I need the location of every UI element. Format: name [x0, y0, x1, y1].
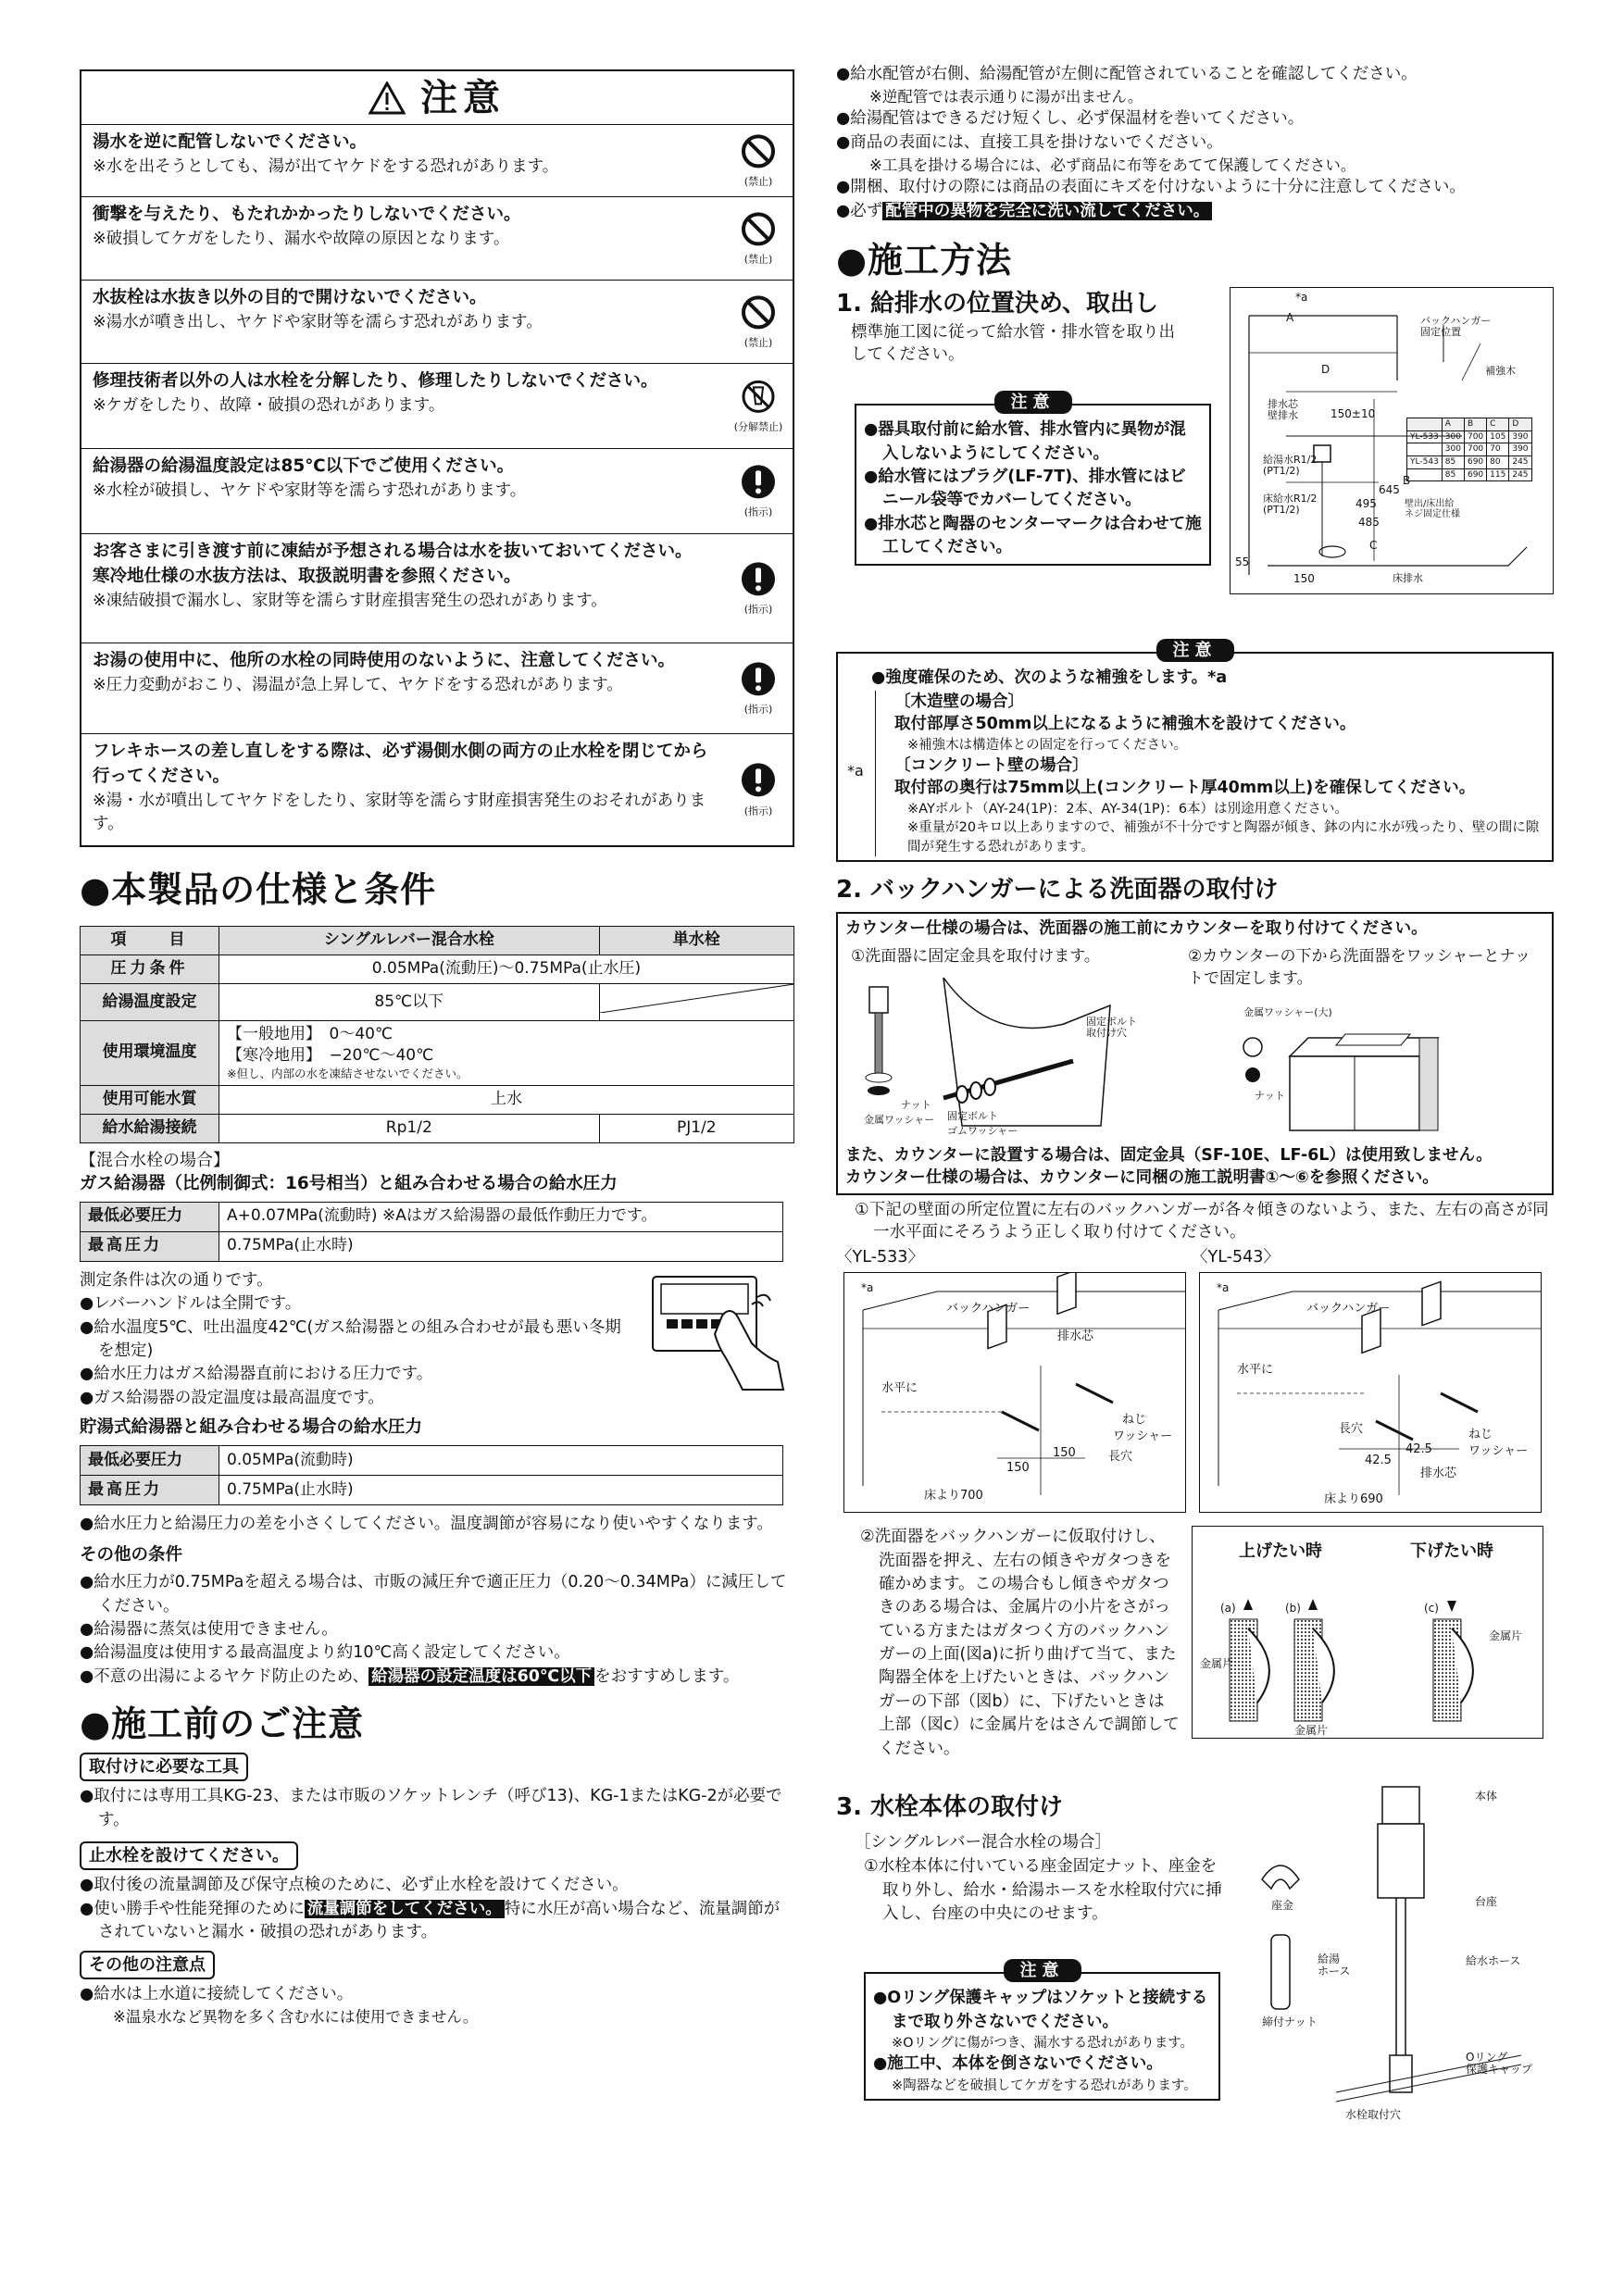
warning-row: 水抜栓は水抜き以外の目的で開けないでください。 ※湯水が噴き出し、ヤケドや家財等を濡らす恐れがあります。 (禁止)	[81, 281, 793, 364]
step1-area: 1. 給排水の位置決め、取出し 標準施工図に従って給水管・排水管を取り出してください。 注意 ●器具取付前に給水管、排水管内に異物が混入しないようにしてください。 ●給水管にはプラグ(LF-7T)、排水管にはビニール袋等でカバーしてください。 ●排水芯と陶器のセンターマークは合わせて施工してください。 *a バックハンガー 固定位置 補強木 排水芯 壁排水 150±10 給湯水R1/2 (PT1/2) 床給水R1/2 (PT1/2) A B C D 645 495 485 55 150 床排水 壁出/床出給 ネジ固定仕様 A B C D YL-533 300 700 105 390 300 700 70 390 YL-543 85 690 80 245 85 690 115 245	[836, 287, 1554, 639]
stop-tag: 止水栓を設けてください。	[80, 1841, 298, 1870]
warning-row: フレキホースの差し直しをする際は、必ず湯側水側の両方の止水栓を閉じてから行ってください。 ※湯・水が噴出してヤケドをしたり、家財等を濡らす財産損害発生のおそれがあります。 (指示)	[81, 734, 793, 845]
spec-label-pressure: 圧力条件	[81, 955, 219, 984]
yl533-figure: *a バックハンガー 排水芯 水平に ねじ ワッシャー 長穴 150 150 床より700	[843, 1272, 1186, 1513]
spec-label-conn: 給水給湯接続	[81, 1114, 219, 1142]
other-tag: その他の注意点	[80, 1951, 215, 1979]
diff-note: ●給水圧力と給湯圧力の差を小さくしてください。温度調節が容易になり使いやすくなります。	[80, 1514, 773, 1533]
warning-row: 衝撃を与えたり、もたれかかったりしないでください。 ※破損してケガをしたり、漏水や故障の原因となります。 (禁止)	[81, 197, 793, 281]
spec-value-pressure: 0.05MPa(流動圧)〜0.75MPa(止水圧)	[219, 955, 794, 984]
spec-header-single: シングルレバー混合水栓	[219, 927, 600, 955]
spec-table	[80, 926, 794, 1143]
spec-value-conn-plain: PJ1/2	[599, 1114, 793, 1142]
reinforcement-caution: 注意 *a ●強度確保のため、次のような補強をします。*a 〔木造壁の場合〕 取付部厚さ50mm以上になるように補強木を設けてください。 ※補強木は構造体との固定を行ってください。 〔コンクリート壁の場合〕 取付部の奥行は75mm以上(コンクリート厚40mm以上)を確保してください。 ※AYボルト（AY-24(1P)：2本、AY-34(1P)：6本）は別途用意ください。 ※重量が20キロ以上ありますので、補強が不十分ですと陶器が傾き、鉢の内に水が残ったり、壁の間に隙間が発生する恐れがあります。	[836, 652, 1554, 862]
step1-caution: 注意 ●器具取付前に給水管、排水管内に異物が混入しないようにしてください。 ●給水管にはプラグ(LF-7T)、排水管にはビニール袋等でカバーしてください。 ●排水芯と陶器のセンターマークは合わせて施工してください。	[855, 404, 1211, 565]
gas-title: ガス給湯器（比例制御式：16号相当）と組み合わせる場合の給水圧力	[80, 1173, 618, 1193]
spec-empty-cell	[599, 984, 793, 1021]
spec-header-plain: 単水栓	[599, 927, 793, 955]
spec-value-temp: 85℃以下	[219, 984, 600, 1021]
step2-title: 2. バックハンガーによる洗面器の取付け	[836, 875, 1279, 904]
warning-row: 湯水を逆に配管しないでください。 ※水を出そうとしても、湯が出てヤケドをする恐れがあります。 (禁止)	[81, 125, 793, 197]
install-diagram: *a バックハンガー 固定位置 補強木 排水芯 壁排水 150±10 給湯水R1/2 (PT1/2) 床給水R1/2 (PT1/2) A B C D 645 495 485 55 150 床排水 壁出/床出給 ネジ固定仕様 A B C D YL-533 300 700 105 390 300 700 70 390 YL-543 85 690 80 245 85 690 115 245	[1230, 287, 1554, 594]
warning-triangle-icon	[369, 81, 406, 115]
other-title: その他の条件	[80, 1545, 183, 1566]
pre-heading: ●施工前のご注意	[80, 1703, 365, 1745]
tools-tag: 取付けに必要な工具	[80, 1753, 248, 1781]
gas-pressure-table: 最低必要圧力 A+0.07MPa(流動時) ※Aはガス給湯器の最低作動圧力です。 最高圧力 0.75MPa(止水時)	[80, 1202, 783, 1262]
warning-row: 給湯器の給湯温度設定は85℃以下でご使用ください。 ※水栓が破損し、ヤケドや家財等を濡らす恐れがあります。 (指示)	[81, 449, 793, 534]
counter-box: カウンター仕様の場合は、洗面器の施工前にカウンターを取り付けてください。 ①洗面器に固定金具を取付けます。 ②カウンターの下から洗面器をワッシャーとナットで固定します。 固定ボルト 取付け穴 ナット 金属ワッシャー 固定ボルト ゴムワッシャー 金属ワッシャー(大) ナット また、カウンターに設置する場合は、固定金具（SF-10E、LF-6L）は使用致しません。 カウンター仕様の場合は、カウンターに同梱の施工説明書①〜⑥を参照ください。	[836, 912, 1554, 1195]
adjust-figure: 上げたい時 下げたい時 (a) (b) (c) 金属片 金属片 金属片	[1192, 1526, 1543, 1739]
warning-row: お湯の使用中に、他所の水栓の同時使用のないように、注意してください。 ※圧力変動がおこり、湯温が急上昇して、ヤケドをする恐れがあります。 (指示)	[81, 643, 793, 734]
spec-header-item: 項 目	[81, 927, 219, 955]
prohibition-icon: (禁止)	[731, 210, 785, 267]
method-heading: ●施工方法	[836, 240, 1013, 281]
warning-title: 注意	[81, 71, 793, 125]
left-column: 注意 湯水を逆に配管しないでください。 ※水を出そうとしても、湯が出てヤケドをする恐れがあります。 (禁止) 衝撃を与えたり、もたれかかったりしないでください。 ※破損してケガをしたり、漏水や故障の原因となります。 (禁止) 水抜栓は水抜き以外の目的で開けないでください。 ※湯水が噴き出し、ヤケドや家財等を濡らす恐れがあります。 (禁止) 修理技術者以外の人は水栓を分解したり、修理したりしないでください。 ※ケガをしたり、故障・破損の恐れがあります。 (分解禁止) 給湯器の給湯温度設定は85℃以下でご使用ください。 ※水栓が破損し、ヤケドや家財等を濡らす恐れがあります。 (指示) お客さまに引き渡す前に凍結が予想される場合は水を抜いておいてください。 寒冷地仕様の水抜方法は、取扱説明書を参照ください。 ※凍結破損で漏水し、家財等を濡らす財産損害発生の恐れがあります。 (指示) お湯の使用中に、他所の水栓の同時使用のないように、注意してください。 ※圧力変動がおこり、湯温が急上昇して、ヤケドをする恐れがあります。 (指示) フレキホースの差し直しをする際は、必ず湯側水側の両方の止水栓を閉じてから行ってください。 ※湯・水が噴出してヤケドをしたり、家財等を濡らす財産損害発生のおそれがあります。 (指示) ●本製品の仕様と条件 項 目 シングルレバー混合水栓 単水栓 圧力条件 0.05MPa(流動圧)〜0.75MPa(止水圧) 給湯温度設定 85℃以下 使用環境温度 【一般地用】 0〜40℃ 【寒冷地用】 −20℃〜40℃ ※但し、内部の水を凍結させないでください。 使用可能水質 上水 給水給湯接続 Rp1/2 PJ1/2 【混合水栓の場合】 ガス給湯器（比例制御式：16号相当）と組み合わせる場合の給水圧力 最低必要圧力 A+0.07MPa(流動時) ※Aはガス給湯器の最低作動圧力です。 最高圧力 0.75MPa(止水時) 測定条件は次の通りです。 ●レバーハンドルは全開です。 ●給水温度5℃、吐出温度42℃(ガス給湯器との組み合わせが最も悪い冬期を想定) ●給水圧力はガス給湯器直前における圧力です。 ●ガス給湯器の設定温度は最高温度です。 貯湯式給湯器と組み合わせる場合の給水圧力 最低必要圧力 0.05MPa(流動時) 最高圧力 0.75MPa(止水時) ●給水圧力と給湯圧力の差を小さくしてください。温度調節が容易になり使いやすくなります。 その他の条件 ●給水圧力が0.75MPaを超える場合は、市販の減圧弁で適正圧力（0.20〜0.34MPa）に減圧してください。 ●給湯器に蒸気は使用できません。 ●給湯温度は使用する最高温度より約10℃高く設定してください。 ●不意の出湯によるヤケド防止のため、 給湯器の設定温度は60℃以下 をおすすめします。 ●施工前のご注意 取付けに必要な工具 ●取付には専用工具KG-23、または市販のソケットレンチ（呼び13)、KG-1またはKG-2が必要です。 止水栓を設けてください。 ●取付後の流量調節及び保守点検のために、必ず止水栓を設けてください。 ●使い勝手や性能発揮のために 流量調節をしてください。 特に水圧が高い場合など、流量調節がされていないと漏水・破損の恐れがあります。 その他の注意点 ●給水は上水道に接続してください。 ※温泉水など異物を多く含む水には使用できません。	[80, 69, 794, 2028]
step1-title: 1. 給排水の位置決め、取出し	[836, 290, 1158, 318]
spec-label-water: 使用可能水質	[81, 1085, 219, 1114]
warning-box	[80, 69, 794, 847]
counter-mount-figure	[1234, 1010, 1456, 1140]
instruction-icon: (指示)	[731, 761, 785, 817]
instruction-icon: (指示)	[731, 660, 785, 717]
spec-label-env: 使用環境温度	[81, 1020, 219, 1085]
dimension-table: A B C D YL-533 300 700 105 390 300 700 70 390 YL-543 85 690 80 245 85 690 115 245	[1406, 418, 1532, 481]
instruction-icon: (指示)	[731, 463, 785, 519]
step3-area: 3. 水栓本体の取付け ［シングルレバー混合水栓の場合］ ①水栓本体に付いている座金固定ナット、座金を取り外し、給水・給湯ホースを水栓取付穴に挿入し、台座の中央にのせます。 注意 ●Oリング保護キャップはソケットと接続するまで取り外さないでください。 ※Oリングに傷がつき、漏水する恐れがあります。 ●施工中、本体を倒さないでください。 ※陶器などを破損してケガをする恐れがあります。 本体 座金 台座 給湯 ホース 給水ホース 締付ナット Oリング 保護キャップ 水栓取付穴	[836, 1796, 1554, 2139]
warning-row: 修理技術者以外の人は水栓を分解したり、修理したりしないでください。 ※ケガをしたり、故障・破損の恐れがあります。 (分解禁止)	[81, 364, 793, 449]
prohibition-icon: (禁止)	[731, 293, 785, 350]
instruction-icon: (指示)	[731, 560, 785, 617]
hanger-figures	[836, 1268, 1554, 1518]
step2-note1: ①下記の壁面の所定位置に左右のバックハンガーが各々傾きのないよう、また、左右の高さが同一水平面にそろうよう正しく取り付けてください。	[855, 1200, 1549, 1242]
prohibition-icon: (禁止)	[731, 132, 785, 189]
spec-heading: ●本製品の仕様と条件	[80, 869, 437, 910]
step3-caution: 注意 ●Oリング保護キャップはソケットと接続するまで取り外さないでください。 ※Oリングに傷がつき、漏水する恐れがあります。 ●施工中、本体を倒さないでください。 ※陶器などを破損してケガをする恐れがあります。	[864, 1972, 1220, 2101]
spec-value-water: 上水	[219, 1085, 794, 1114]
right-column: ●給水配管が右側、給湯配管が左側に配管されていることを確認してください。 ※逆配管では表示通りに湯が出ません。 ●給湯配管はできるだけ短くし、必ず保温材を巻いてください。 ●商品の表面には、直接工具を掛けないでください。 ※工具を掛ける場合には、必ず商品に布等をあてて保護してください。 ●開梱、取付けの際には商品の表面にキズを付けないように十分に注意してください。 ●必ず 配管中の異物を完全に洗い流してください。 ●施工方法 1. 給排水の位置決め、取出し 標準施工図に従って給水管・排水管を取り出してください。 注意 ●器具取付前に給水管、排水管内に異物が混入しないようにしてください。 ●給水管にはプラグ(LF-7T)、排水管にはビニール袋等でカバーしてください。 ●排水芯と陶器のセンターマークは合わせて施工してください。 *a バックハンガー 固定位置 補強木 排水芯 壁排水 150±10 給湯水R1/2 (PT1/2) 床給水R1/2 (PT1/2) A B C D 645 495 485 55 150 床排水 壁出/床出給 ネジ固定仕様 A B C D YL-533 300 700 105 390 300 700 70 390 YL-543 85 690 80 245 85 690 115 245 注意 *a ●強度確保のため、次のような補強をします。*a 〔木造壁の場合〕 取付部厚さ50mm以上になるように補強木を設けてください。 ※補強木は構造体との固定を行ってください。 〔コンクリート壁の場合〕 取付部の奥行は75mm以上(コンクリート厚40mm以上)を確保してください。 ※AYボルト（AY-24(1P)：2本、AY-34(1P)：6本）は別途用意ください。 ※重量が20キロ以上ありますので、補強が不十分ですと陶器が傾き、鉢の内に水が残ったり、壁の間に隙間が発生する恐れがあります。 2. バックハンガーによる洗面器の取付け カウンター仕様の場合は、洗面器の施工前にカウンターを取り付けてください。 ①洗面器に固定金具を取付けます。 ②カウンターの下から洗面器をワッシャーとナットで固定します。 固定ボルト 取付け穴 ナット 金属ワッシャー 固定ボルト ゴムワッシャー 金属ワッシャー(大) ナット また、カウンターに設置する場合は、固定金具（SF-10E、LF-6L）は使用致しません。 カウンター仕様の場合は、カウンターに同梱の施工説明書①〜⑥を参照ください。 ①下記の壁面の所定位置に左右のバックハンガーが各々傾きのないよう、また、左右の高さが同一水平面にそろうよう正しく取り付けてください。 〈YL-533〉 〈YL-543〉 *a バックハンガー 排水芯 水平に ねじ ワッシャー 長穴 150 150 床より700 *a バックハンガー 水平に 長穴 ねじ ワッシャー 42.5 42.5 排水芯 床より690 ②洗面器をバックハンガーに仮取付けし、洗面器を押え、左右の傾きやガタつきを確かめます。この場合もし傾きやガタつきのある場合は、金属片の小片をさがっている方またはガタつく方のバックハンガーの上面(図a)に折り曲げて当て、また陶器全体を上げたいときは、バックハンガーの下部（図b）に、下げたいときは上部（図c）に金属片をはさんで調節してください。 上げたい時 下げたい時 (a) (b) (c) 金属片 金属片 金属片 3. 水栓本体の取付け ［シングルレバー混合水栓の場合］ ①水栓本体に付いている座金固定ナット、座金を取り外し、給水・給湯ホースを水栓取付穴に挿入し、台座の中央にのせます。 注意 ●Oリング保護キャップはソケットと接続するまで取り外さないでください。 ※Oリングに傷がつき、漏水する恐れがあります。 ●施工中、本体を倒さないでください。 ※陶器などを破損してケガをする恐れがあります。 本体 座金 台座 給湯 ホース 給水ホース 締付ナット Oリング 保護キャップ 水栓取付穴	[836, 63, 1554, 2139]
spec-value-env: 【一般地用】 0〜40℃ 【寒冷地用】 −20℃〜40℃ ※但し、内部の水を凍結させないでください。	[219, 1020, 794, 1085]
no-disassembly-icon: (分解禁止)	[731, 378, 785, 434]
remote-controller-hand-icon	[648, 1269, 787, 1391]
spec-value-conn-single: Rp1/2	[219, 1114, 600, 1142]
warning-row: お客さまに引き渡す前に凍結が予想される場合は水を抜いておいてください。 寒冷地仕様の水抜方法は、取扱説明書を参照ください。 ※凍結破損で漏水し、家財等を濡らす財産損害発生の恐れがあります。 (指示)	[81, 534, 793, 643]
step3-title: 3. 水栓本体の取付け	[836, 1793, 1064, 1822]
yl543-figure: *a バックハンガー 水平に 長穴 ねじ ワッシャー 42.5 42.5 排水芯 床より690	[1199, 1272, 1542, 1513]
spec-label-temp: 給湯温度設定	[81, 984, 219, 1021]
temp-recommend: ●不意の出湯によるヤケド防止のため、 給湯器の設定温度は60℃以下 をおすすめします。	[80, 1666, 740, 1686]
storage-title: 貯湯式給湯器と組み合わせる場合の給水圧力	[80, 1417, 423, 1438]
faucet-figure: 本体 座金 台座 給湯 ホース 給水ホース 締付ナット Oリング 保護キャップ 水栓取付穴	[1243, 1778, 1540, 2134]
mixed-title: 【混合水栓の場合】	[80, 1150, 230, 1170]
storage-pressure-table: 最低必要圧力 0.05MPa(流動時) 最高圧力 0.75MPa(止水時)	[80, 1445, 783, 1505]
conditions-block: 測定条件は次の通りです。 ●レバーハンドルは全開です。 ●給水温度5℃、吐出温度42℃(ガス給湯器との組み合わせが最も悪い冬期を想定) ●給水圧力はガス給湯器直前における圧力です。 ●ガス給湯器の設定温度は最高温度です。	[80, 1269, 794, 1410]
adjust-area: ②洗面器をバックハンガーに仮取付けし、洗面器を押え、左右の傾きやガタつきを確かめます。この場合もし傾きやガタつきのある場合は、金属片の小片をさがっている方またはガタつく方のバックハンガーの上面(図a)に折り曲げて当て、また陶器全体を上げたいときは、バックハンガーの下部（図b）に、下げたいときは上部（図c）に金属片をはさんで調節してください。 上げたい時 下げたい時 (a) (b) (c) 金属片 金属片 金属片	[836, 1518, 1554, 1796]
